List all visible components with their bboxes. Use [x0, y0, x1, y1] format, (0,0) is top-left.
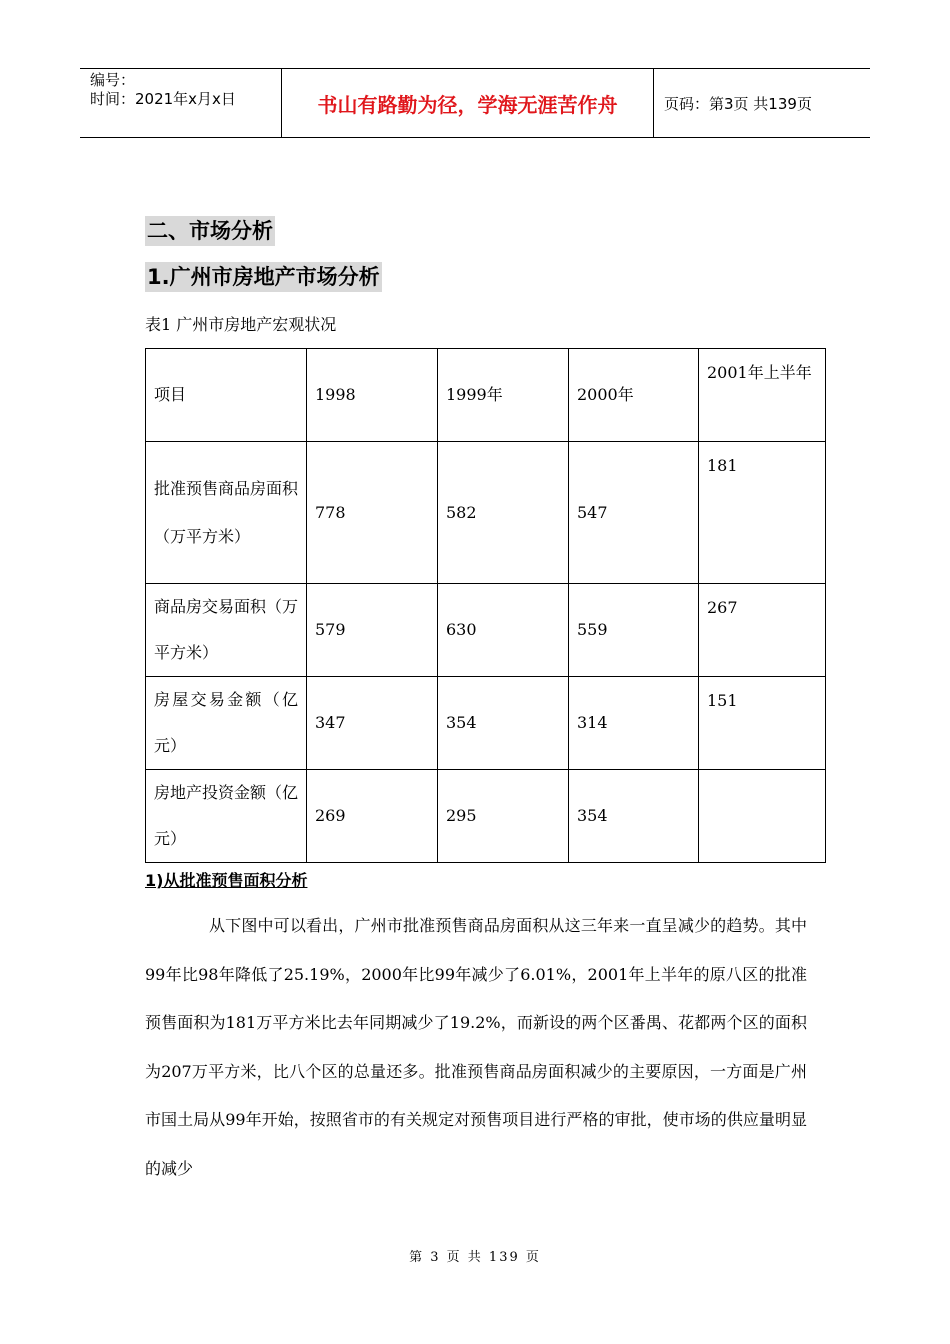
table-header-row — [146, 349, 826, 442]
table-cell: 347 — [307, 677, 438, 770]
table-cell: 295 — [438, 770, 569, 863]
table-cell: 354 — [569, 770, 699, 863]
table-caption: 表1 广州市房地产宏观状况 — [145, 315, 337, 334]
subheading: 1)从批准预售面积分析 — [145, 871, 308, 890]
section-title: 二、市场分析 — [145, 216, 275, 246]
table-row — [146, 770, 826, 863]
table-header-cell: 2001年上半年 — [699, 349, 826, 442]
date-line: 时间：2021年x月x日 — [90, 90, 236, 108]
table-cell: 630 — [438, 584, 569, 677]
table-header-cell: 2000年 — [569, 349, 699, 442]
table-cell: 547 — [569, 442, 699, 584]
table-row — [146, 584, 826, 677]
table-cell: 151 — [699, 677, 826, 770]
serial-label: 编号： — [90, 71, 136, 89]
table-cell: 314 — [569, 677, 699, 770]
table-cell: 181 — [699, 442, 826, 584]
row-label: 批准预售商品房面积（万平方米） — [146, 442, 307, 584]
row-label: 房地产投资金额（亿元） — [146, 770, 307, 863]
body-paragraph: 从下图中可以看出，广州市批准预售商品房面积从这三年来一直呈减少的趋势。其中99年比98年降低了25.19%，2000年比99年减少了6.01%，2001年上半年的原八区的批准预售面积为181万平方米比去年同期减少了19.2%，而新设的两个区番禺、花都两个区的面积为207万平方米，比八个区的总量还多。批准预售商品房面积减少的主要原因，一方面是广州市国土局从99年开始，按照省市的有关规定对预售项目进行严格的审批，使市场的供应量明显的减少 — [145, 916, 807, 1178]
table-cell: 559 — [569, 584, 699, 677]
table-row — [146, 677, 826, 770]
table-cell — [699, 770, 826, 863]
header-meta — [80, 69, 282, 137]
row-label: 商品房交易面积（万平方米） — [146, 584, 307, 677]
table-cell: 269 — [307, 770, 438, 863]
table-header-cell: 项目 — [146, 349, 307, 442]
table-cell: 354 — [438, 677, 569, 770]
table-row — [146, 442, 826, 584]
macro-table — [145, 348, 826, 863]
table-cell: 778 — [307, 442, 438, 584]
table-cell: 582 — [438, 442, 569, 584]
page-header — [80, 68, 870, 138]
header-motto: 书山有路勤为径，学海无涯苦作舟 — [282, 69, 654, 137]
table-header-cell: 1998 — [307, 349, 438, 442]
subsection-title: 1.广州市房地产市场分析 — [145, 262, 382, 292]
row-label: 房屋交易金额（亿元） — [146, 677, 307, 770]
header-page-info: 页码：第3页 共139页 — [664, 94, 812, 113]
table-header-cell: 1999年 — [438, 349, 569, 442]
table-cell: 267 — [699, 584, 826, 677]
table-cell: 579 — [307, 584, 438, 677]
page-footer: 第 3 页 共 139 页 — [409, 1250, 541, 1265]
